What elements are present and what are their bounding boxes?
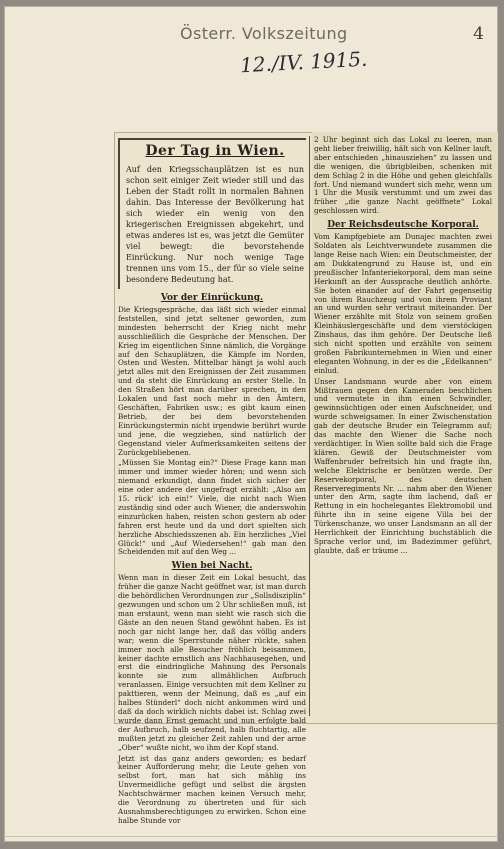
paper-fold bbox=[4, 836, 498, 837]
section-heading: Der Reichsdeutsche Korporal. bbox=[327, 220, 479, 231]
column-divider bbox=[309, 136, 310, 716]
handwritten-date: 12./IV. 1915. bbox=[239, 46, 368, 78]
body-paragraph: Unser Landsmann wurde aber von einem Mißtrauen gegen den Kameraden beschlichen und vermutete in ihm einen Schwindler, gewinnsüchtigen oder einen Aufschneider, und wurde schweigsamer. In einer Zwischenstation gab der deutsche Bruder ein Telegramm auf; das machte den Wiener die Sache noch verdächtiger. In Wien sollte bald sich die Frage klären. Gewiß der Deutschmeister vom Waffenbruder befreitsich hin und fragte ihn, welche Elektrische er benützen werde. Der Reservekorporal, des deutschen Reserveregiments Nr. ... nahm aber den Wiener unter den Arm, sagte ihm lachend, daß er Rettung in ein hochelegantes Elektromobil und führte ihn in seine eigene Villa bei der Türkenschanze, wo unser Landsmann an all der Herrlichkeit der Einrichtung buchstäblich die Sprache verlor und, im Badezimmer geführt, glaubte, daß er träume ... bbox=[314, 376, 492, 555]
newspaper-clipping bbox=[114, 132, 498, 825]
page-number: 4 bbox=[473, 24, 484, 44]
body-paragraph: Wenn man in dieser Zeit ein Lokal besucht, das früher die ganze Nacht geöffnet war, ist man durch die behördlichen Verordnungen zur „Sollsdisziplin“ gezwungen und schon um 2 Uhr schließen muß, ist man erstaunt, wenn man sieht wie rasch sich die Gäste an den neuen Stand gewöhnt haben. Es ist noch gar nicht lange her, daß das völlig anders war; wenn die Sperrstunde näher rückte, sahen immer noch alle Besucher fröhlich beisammen, keiner dachte ernstlich ans Nachhausegehen, und erst die eindringliche Mahnung des Personals konnte sie zum allmählichen Aufbruch veranlassen. Einige versuchten mit dem Kellner zu pakttieren, wenn der Meinung, daß es „auf ein halbes Stünderl“ doch nicht ankommen wird und daß da doch wirklich nichts dabei ist. Schlag zwei wurde dann Ernst gemacht und nun erfolgte bald der Aufbruch, halb seufzend, halb fluchtartig, alle mußten jetzt zu gleicher Zeit zahlen und der arme „Ober“ wußte nicht, wo ihm der Kopf stand. bbox=[118, 573, 306, 752]
body-paragraph: Vom Kampfgebiete am Dunajec machten zwei Soldaten als Leichtverwundete zusammen die lange Reise nach Wien: ein Deutschmeister, der am Dukkatengrund zu Hause ist, und ein preußischer Infanteriekorporal, dem man seine Herkunft an der Aussprache deutlich anhörte. Sie boten einander auf der Fahrt gegenseitig von ihrem Rauchzeug und von ihrem Proviant an und wurden sehr vertraut miteinander. Der Wiener erzählte mit Stolz von seinem großen Kleinhäuslergeschäfte und dem vierstöckigen Zinshaus, das ihm gehöre. Der Deutsche ließ sich nicht spotten und erzählte von seinem großen Fabrikunternehmen in Wien und einer eleganten Wohnung, in der es die „Edelkannen“ einlud. bbox=[314, 232, 492, 375]
section-heading: Wien bei Nacht. bbox=[171, 561, 253, 572]
newspaper-stamp: Österr. Volkszeitung bbox=[180, 24, 348, 43]
lead-box bbox=[118, 138, 306, 289]
body-paragraph: Jetzt ist das ganz anders geworden; es bedarf keiner Aufforderung mehr, die Leute gehen von selbst fort, man hat sich mählig ins Unvermeidliche gefügt und selbst die ärgsten Nachtschwärmer machen keinen Versuch mehr, die Verordnung zu übertreten und für sich Ausnahmsberechtigungen zu erwirken. Schon eine halbe Stunde vor bbox=[118, 753, 306, 825]
body-paragraph: Die Kriegsgespräche, das läßt sich wieder einmal feststellen, sind jetzt seltener geworden, zum mindesten beherrscht der Krieg nicht mehr ausschließlich die Gespräche der Menschen. Der Krieg im eigentlichen Sinne nämlich, die Vorgänge auf den Schauplätzen, die Kämpfe im Norden, Osten und Westen. Mittelbar hängt ja wohl auch jetzt alles mit den Ereignissen der Zeit zusammen und da steht die Einrückung an erster Stelle. In den Straßen hört man darüber sprechen, in den Lokalen und fast noch mehr in den Ämtern, Geschäften, Fabriken usw.; es gibt kaum einen Betrieb, der bei dem bevorstehenden Einrückungstermin nicht irgendwie berührt wurde und jene, die wegziehen, sind natürlich der Gegenstand vieler Aufmerksamkeiten seitens der Zurückgebliebenen. bbox=[118, 305, 306, 457]
article-title: Der Tag in Wien. bbox=[145, 143, 285, 159]
archive-sheet bbox=[4, 6, 498, 842]
body-paragraph: 2 Uhr beginnt sich das Lokal zu leeren, man geht lieber freiwillig, hält sich von Kellner lauft, aber entschieden „hinausziehen“ zu lassen und die wenigen, die übrigbleiben, schenken mit dem Schlag 2 in die Höhe und gehen gleichfalls fort. Und niemand wundert sich mehr, wenn um 1 Uhr die Musik verstummt und um zwei das früher „die ganze Nacht geöffnete“ Lokal geschlossen wird. bbox=[314, 135, 492, 216]
right-column bbox=[314, 136, 492, 558]
body-paragraph: „Müssen Sie Montag ein?“ Diese Frage kann man immer und immer wieder hören; und wenn sich niemand erkundigt, dann findet sich sicher der eine oder andere der ungefragt erzählt: „Also am 15. rück' ich ein!“ Viele, die nicht nach Wien zuständig sind oder auch Wiener, die anderswohin einzurücken haben, reisten schon gestern ab oder fahren erst heute und da und dort spielten sich herzliche Abschiedsszenen ab. Ein herzliches „Viel Glück!“ und „Auf Wiedersehen!“ gab man den Scheidenden mit auf den Weg ... bbox=[118, 458, 306, 557]
section-heading: Vor der Einrückung. bbox=[160, 293, 264, 303]
left-column bbox=[118, 138, 306, 828]
lead-paragraph: Auf den Kriegsschauplätzen ist es nun schon seit einiger Zeit wieder still und das Leben der Stadt rollt in normalen Bahnen dahin. Das Interesse der Bevölkerung hat sich wieder ein wenig von den kriegerischen Ereignissen abgekehrt, und etwas anderes ist es, was jetzt die Gemüter viel bewegt: die bevorstehende Einrückung. Nur noch wenige Tage trennen uns vom 15., der für so viele seine besondere Bedeutung hat. bbox=[126, 165, 304, 284]
